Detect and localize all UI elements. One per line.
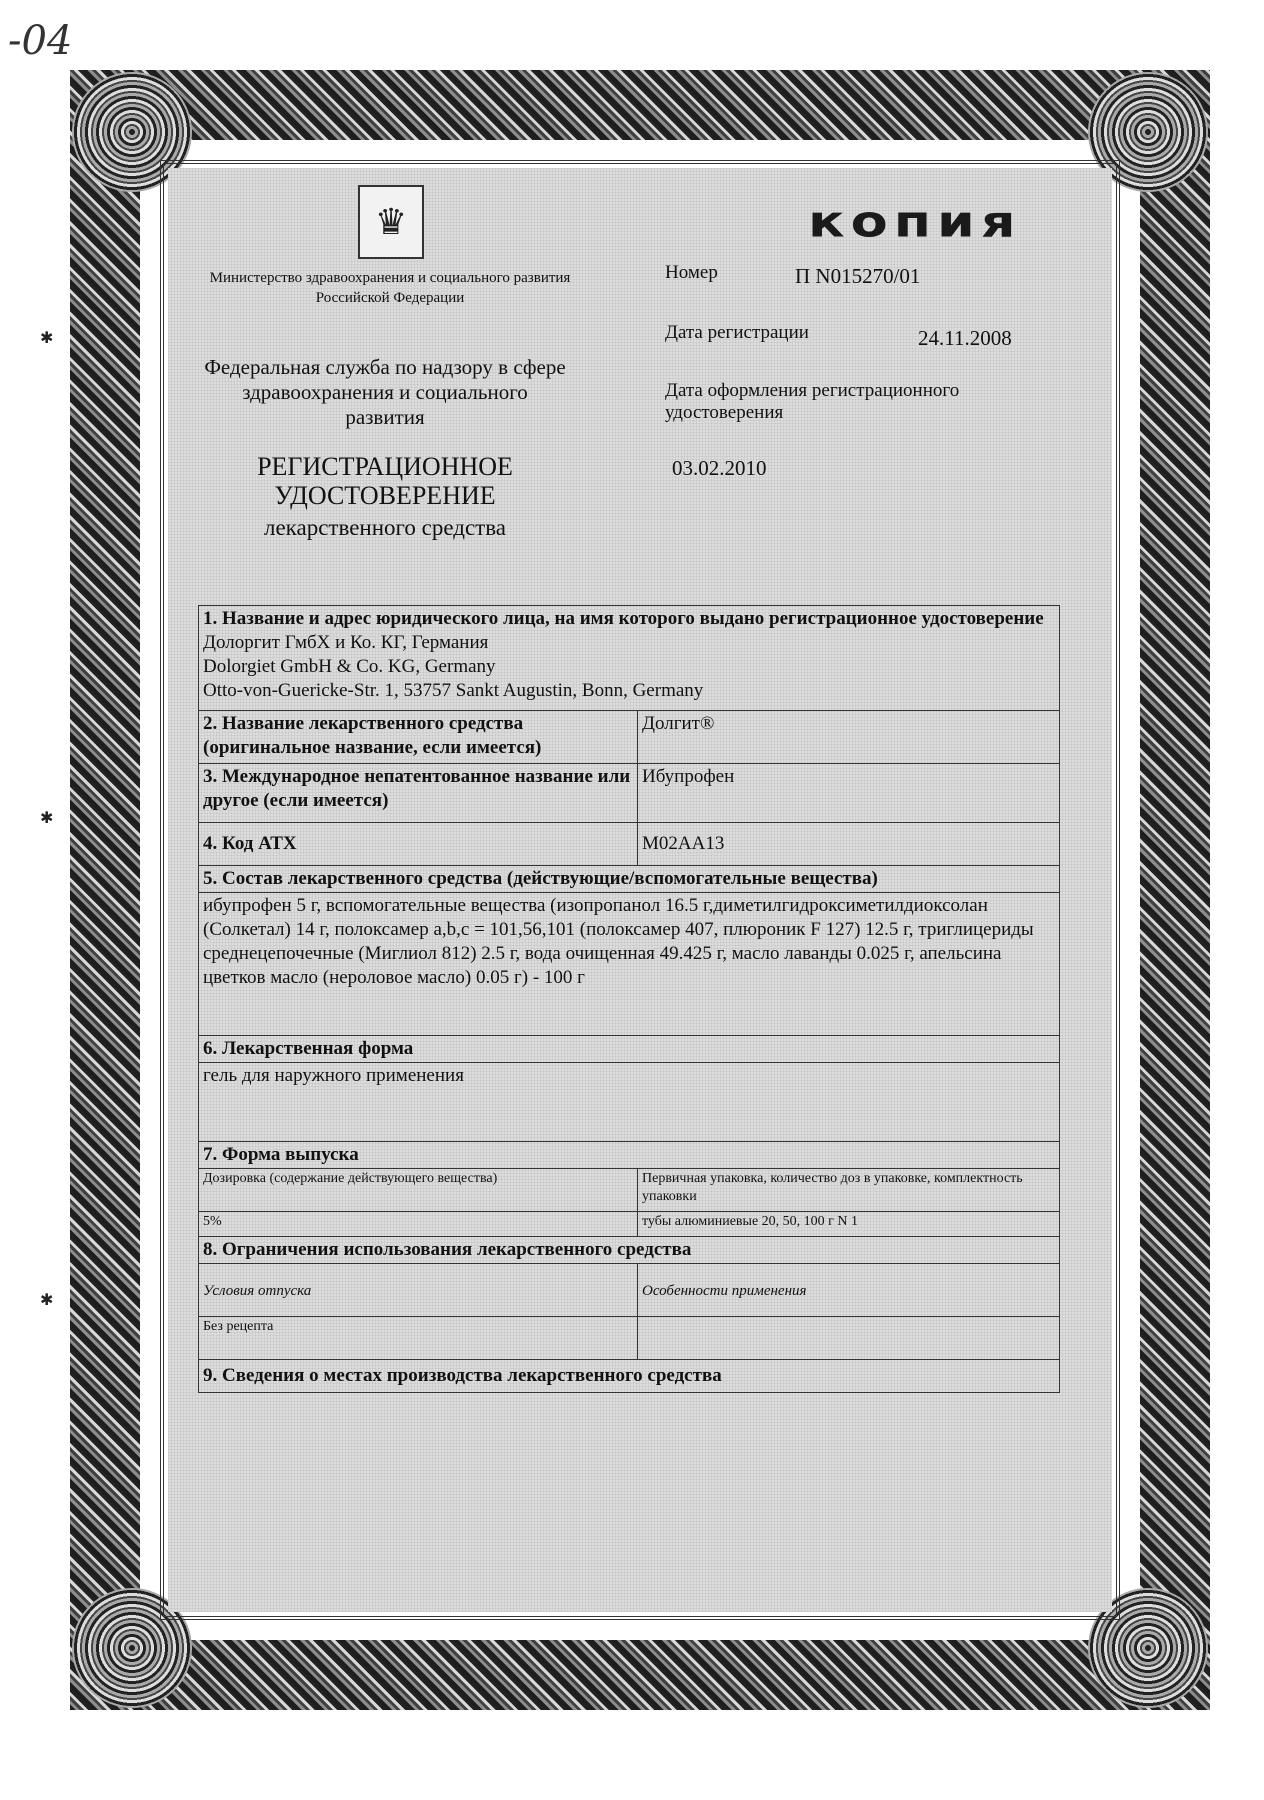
dispensing-conditions-value: Без рецепта [199,1317,638,1360]
section-5-heading: 5. Состав лекарственного средства (действующие/вспомогательные вещества) [199,866,1060,893]
dispensing-conditions-header: Условия отпуска [203,1282,312,1299]
registration-date-value: 24.11.2008 [918,326,1012,350]
service-name: Федеральная служба по надзору в сфере здравоохранения и социального развития [204,355,566,429]
drug-name: Долгит® [638,711,1060,764]
issue-date-label: Дата оформления регистрационного удостоверения [665,380,960,423]
package-value: тубы алюминиевые 20, 50, 100 г N 1 [638,1212,1060,1237]
section-7-heading: 7. Форма выпуска [199,1142,1060,1169]
binding-hole-mark: ✱ [40,328,54,347]
package-column-header: Первичная упаковка, количество доз в упаковке, комплектность упаковки [638,1169,1060,1212]
section-4-heading: 4. Код АТХ [199,823,638,866]
certificate-table [198,605,1060,1393]
usage-features-value [638,1317,1060,1360]
section-2-heading: 2. Название лекарственного средства (оригинальное название, если имеется) [199,711,638,764]
holder-address: Otto-von-Guericke-Str. 1, 53757 Sankt Augustin, Bonn, Germany [203,680,704,701]
section-1-heading: 1. Название и адрес юридического лица, на имя которого выдано регистрационное удостоверение [203,608,1044,629]
usage-features-header: Особенности применения [642,1282,807,1299]
section-6-heading: 6. Лекарственная форма [199,1036,1060,1063]
registration-date-label: Дата регистрации [665,322,809,343]
composition-text: ибупрофен 5 г, вспомогательные вещества (изопропанол 16.5 г,диметилгидроксиметилдиоксолан (Солкетал) 14 г, полоксамер a,b,c = 101,56,101 (полоксамер 407, плюроник F 127) 12.5 г, триглицериды среднецепочечные (Миглиол 812) 2.5 г, вода очищенная 49.425 г, масло лаванды 0.025 г, апельсина цветков масло (нероловое масло) 0.05 г) - 100 г [199,893,1060,1036]
dosage-column-header: Дозировка (содержание действующего вещества) [199,1169,638,1212]
number-value: П N015270/01 [795,264,921,288]
holder-name-en: Dolorgiet GmbH & Co. KG, Germany [203,656,496,677]
coat-of-arms-icon: ♛ [358,185,424,259]
dosage-value: 5% [199,1212,638,1237]
number-label: Номер [665,262,718,283]
copy-stamp: копия [808,196,1022,247]
section-8-heading: 8. Ограничения использования лекарственного средства [199,1237,1060,1264]
issue-date-value: 03.02.2010 [672,456,767,480]
binding-hole-mark: ✱ [40,1290,54,1309]
section-9-heading: 9. Сведения о местах производства лекарственного средства [199,1360,1060,1393]
inn-value: Ибупрофен [638,764,1060,823]
certificate-subtitle: лекарственного средства [264,515,506,540]
holder-name-ru: Долоргит ГмбХ и Ко. КГ, Германия [203,632,489,653]
handwritten-corner-mark: -04 [8,18,73,64]
certificate-title: РЕГИСТРАЦИОННОЕ УДОСТОВЕРЕНИЕ [257,452,513,510]
atc-code: M02AA13 [638,823,1060,866]
section-3-heading: 3. Международное непатентованное название или другое (если имеется) [199,764,638,823]
dosage-form: гель для наружного применения [199,1063,1060,1142]
ministry-name: Министерство здравоохранения и социального развития Российской Федерации [209,270,571,306]
binding-hole-mark: ✱ [40,808,54,827]
